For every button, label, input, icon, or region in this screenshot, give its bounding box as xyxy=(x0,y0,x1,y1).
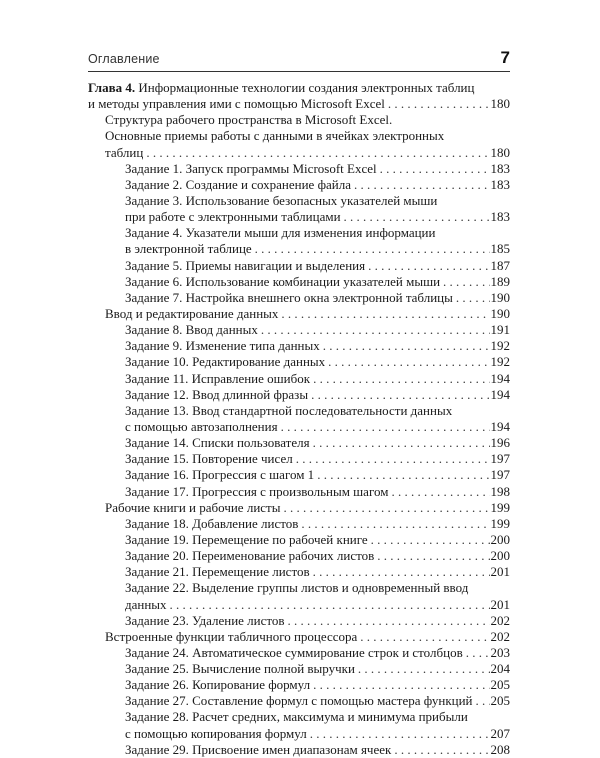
toc-entry-text xyxy=(125,613,285,629)
toc-page-number: 196 xyxy=(490,435,510,451)
toc-entry-text xyxy=(125,451,293,467)
toc-entry-text xyxy=(105,629,357,645)
toc-entry-text xyxy=(125,661,355,677)
toc-entry xyxy=(88,161,510,177)
toc-entry-title: Задание 3. Использование безопасных указателей мыши xyxy=(125,192,438,208)
toc-entry xyxy=(88,354,510,370)
toc-entry-title: при работе с электронными таблицами xyxy=(125,209,341,225)
dot-leader xyxy=(310,726,490,742)
toc-entry-text xyxy=(105,500,280,516)
toc-entry-text xyxy=(125,258,365,274)
toc-entry-title: Задание 9. Изменение типа данных xyxy=(125,338,320,354)
toc-entry xyxy=(88,435,510,451)
toc-page-number: 208 xyxy=(490,741,510,757)
toc-entry-title: Основные приемы работы с данными в ячейках электронных xyxy=(105,128,445,144)
toc-entry-text xyxy=(88,96,385,112)
toc-entry xyxy=(88,709,510,725)
toc-page-number: 192 xyxy=(490,354,510,370)
chapter-label: Глава 4. xyxy=(88,80,136,95)
header-rule xyxy=(88,71,510,72)
toc-page-number: 200 xyxy=(490,548,510,564)
toc-entry-title: Задание 2. Создание и сохранение файла xyxy=(125,176,351,192)
toc-page-number: 191 xyxy=(490,322,510,338)
toc-entry xyxy=(88,322,510,338)
dot-leader xyxy=(358,661,490,677)
toc-entry-text xyxy=(125,548,374,564)
toc-entry-text xyxy=(125,709,468,724)
toc-entry-title: Задание 28. Расчет средних, максимума и минимума прибыли xyxy=(125,709,468,725)
toc-entry-title: Встроенные функции табличного процессора xyxy=(105,628,358,644)
toc-page-number: 194 xyxy=(490,386,510,402)
toc-entry-title: Задание 12. Ввод длинной фразы xyxy=(125,386,309,402)
toc-page-number: 185 xyxy=(490,241,510,257)
toc-entry-title: Задание 15. Повторение чисел xyxy=(125,451,293,467)
toc-entry-text xyxy=(125,532,368,548)
toc-entry-title: Задание 6. Использование комбинации указателей мыши xyxy=(125,273,441,289)
dot-leader xyxy=(360,629,489,645)
toc-entry-title: Задание 21. Перемещение листов xyxy=(125,564,310,580)
dot-leader xyxy=(311,387,489,403)
toc-entry xyxy=(88,564,510,580)
dot-leader xyxy=(281,419,490,435)
toc-page-number: 183 xyxy=(490,176,510,192)
toc-page-number: 203 xyxy=(490,644,510,660)
toc-entry xyxy=(88,500,510,516)
toc-entry xyxy=(88,419,510,435)
toc-entry xyxy=(88,451,510,467)
toc-page-number: 189 xyxy=(490,273,510,289)
toc-entry xyxy=(88,193,510,209)
toc-entry xyxy=(88,225,510,241)
toc-entry-text xyxy=(125,645,463,661)
toc-page-number: 198 xyxy=(490,483,510,499)
dot-leader xyxy=(313,564,490,580)
page-number: 7 xyxy=(500,48,510,67)
toc-entry-text xyxy=(88,80,474,95)
toc-entry xyxy=(88,387,510,403)
toc-entry-title: Задание 7. Настройка внешнего окна электронной таблицы xyxy=(125,289,453,305)
toc-entry-text xyxy=(125,677,310,693)
toc-entry-title: Задание 20. Переименование рабочих листов xyxy=(125,548,375,564)
toc-entry xyxy=(88,371,510,387)
toc-page-number: 197 xyxy=(490,451,510,467)
toc-entry-text xyxy=(125,274,440,290)
toc-page-number: 187 xyxy=(490,257,510,273)
toc-entry-title: Структура рабочего пространства в Microsoft Excel. xyxy=(105,112,393,128)
dot-leader xyxy=(283,500,489,516)
toc-entry-title: Информационные технологии создания электронных таблиц xyxy=(138,80,475,95)
toc-entry-title: с помощью копирования формул xyxy=(125,725,307,741)
toc-entry-title: Задание 26. Копирование формул xyxy=(125,677,311,693)
toc-entry-text xyxy=(125,516,298,532)
toc-entry-text xyxy=(105,112,392,127)
dot-leader xyxy=(380,161,490,177)
toc-entry xyxy=(88,338,510,354)
dot-leader xyxy=(313,677,489,693)
toc-entry-title: Задание 11. Исправление ошибок xyxy=(125,370,311,386)
running-header xyxy=(88,50,510,74)
toc-entry-title: Задание 8. Ввод данных xyxy=(125,322,258,338)
toc-entry-text xyxy=(125,209,341,225)
toc-entry xyxy=(88,145,510,161)
header-title: Оглавление xyxy=(88,52,160,66)
toc-entry-title: Задание 19. Перемещение по рабочей книге xyxy=(125,531,368,547)
toc-entry xyxy=(88,548,510,564)
toc-entry xyxy=(88,274,510,290)
dot-leader xyxy=(261,322,490,338)
dot-leader xyxy=(281,306,489,322)
toc-entry xyxy=(88,516,510,532)
toc-entry xyxy=(88,209,510,225)
toc-entry-text xyxy=(125,387,308,403)
toc-entry-title: Задание 5. Приемы навигации и выделения xyxy=(125,257,366,273)
toc-page-number: 183 xyxy=(490,209,510,225)
dot-leader xyxy=(323,338,490,354)
toc-entry-text xyxy=(125,419,278,435)
toc-entry-title: Задание 16. Прогрессия с шагом 1 xyxy=(125,467,315,483)
toc-entry xyxy=(88,645,510,661)
toc-entry-text xyxy=(125,693,473,709)
toc-entry-text xyxy=(125,354,325,370)
toc-entry-title: Задание 17. Прогрессия с произвольным шагом xyxy=(125,483,389,499)
toc-entry xyxy=(88,484,510,500)
toc-entry-text xyxy=(125,726,307,742)
toc-entry xyxy=(88,128,510,144)
toc-entry-title: и методы управления ими с помощью Microsoft Excel xyxy=(88,96,385,112)
toc-entry-text xyxy=(125,403,452,418)
toc-page-number: 205 xyxy=(490,693,510,709)
toc-page-number: 199 xyxy=(490,499,510,515)
toc-page-number: 200 xyxy=(490,531,510,547)
dot-leader xyxy=(146,145,489,161)
dot-leader xyxy=(301,516,489,532)
toc-entry-title: Задание 25. Вычисление полной выручки xyxy=(125,661,355,677)
toc-page-number: 205 xyxy=(490,677,510,693)
toc-entry-text xyxy=(125,580,468,595)
toc-entry xyxy=(88,112,510,128)
dot-leader xyxy=(476,693,490,709)
toc-entry xyxy=(88,258,510,274)
toc-entry-text xyxy=(125,338,320,354)
dot-leader xyxy=(296,451,490,467)
dot-leader xyxy=(313,435,490,451)
toc-entry-text xyxy=(125,467,314,483)
toc-entry-text xyxy=(125,371,310,387)
dot-leader xyxy=(368,258,489,274)
dot-leader xyxy=(354,177,490,193)
toc-entry-text xyxy=(125,597,167,613)
toc-entry xyxy=(88,677,510,693)
toc-entry xyxy=(88,80,510,96)
toc-page-number: 207 xyxy=(490,725,510,741)
toc-page-number: 183 xyxy=(490,160,510,176)
toc-entry-title: Задание 22. Выделение группы листов и одновременный ввод xyxy=(125,580,469,596)
table-of-contents xyxy=(88,80,510,758)
toc-entry xyxy=(88,96,510,112)
toc-page-number: 201 xyxy=(490,564,510,580)
dot-leader xyxy=(255,241,490,257)
toc-page-number: 197 xyxy=(490,467,510,483)
toc-entry-text xyxy=(125,177,351,193)
dot-leader xyxy=(344,209,490,225)
toc-entry-title: Задание 29. Присвоение имен диапазонам ячеек xyxy=(125,741,392,757)
toc-page-number: 180 xyxy=(490,144,510,160)
toc-entry-title: таблиц xyxy=(105,144,144,160)
toc-entry xyxy=(88,629,510,645)
dot-leader xyxy=(328,354,489,370)
toc-entry-text xyxy=(125,241,252,257)
toc-page-number: 190 xyxy=(490,289,510,305)
toc-entry-title: Рабочие книги и рабочие листы xyxy=(105,499,281,515)
toc-page-number: 192 xyxy=(490,338,510,354)
toc-entry-title: Задание 4. Указатели мыши для изменения информации xyxy=(125,225,436,241)
dot-leader xyxy=(377,548,489,564)
toc-entry-text xyxy=(125,193,437,208)
toc-entry-text xyxy=(125,564,310,580)
toc-entry-title: Задание 27. Составление формул с помощью мастера функций xyxy=(125,693,473,709)
dot-leader xyxy=(388,96,490,112)
toc-entry-title: данных xyxy=(125,596,167,612)
toc-entry-title: Задание 23. Удаление листов xyxy=(125,612,285,628)
toc-page-number: 194 xyxy=(490,370,510,386)
toc-entry-text xyxy=(105,306,278,322)
toc-entry xyxy=(88,403,510,419)
toc-entry-text xyxy=(105,128,444,143)
toc-entry xyxy=(88,177,510,193)
dot-leader xyxy=(371,532,490,548)
toc-entry xyxy=(88,693,510,709)
toc-page-number: 201 xyxy=(490,596,510,612)
toc-entry-text xyxy=(125,161,377,177)
toc-entry xyxy=(88,597,510,613)
toc-page-number: 190 xyxy=(490,305,510,321)
toc-entry-title: с помощью автозаполнения xyxy=(125,418,278,434)
toc-entry-text xyxy=(125,435,310,451)
toc-entry xyxy=(88,467,510,483)
toc-entry-text xyxy=(125,225,435,240)
dot-leader xyxy=(456,290,490,306)
toc-entry-title: Задание 10. Редактирование данных xyxy=(125,354,326,370)
toc-entry-title: в электронной таблице xyxy=(125,241,252,257)
toc-entry xyxy=(88,532,510,548)
toc-entry xyxy=(88,290,510,306)
toc-page-number: 202 xyxy=(490,612,510,628)
dot-leader xyxy=(466,645,490,661)
toc-entry xyxy=(88,580,510,596)
dot-leader xyxy=(317,467,489,483)
toc-entry-text xyxy=(125,322,258,338)
dot-leader xyxy=(313,371,489,387)
toc-entry xyxy=(88,241,510,257)
toc-entry-title: Задание 18. Добавление листов xyxy=(125,515,299,531)
toc-entry xyxy=(88,661,510,677)
toc-entry-title: Задание 24. Автоматическое суммирование строк и столбцов xyxy=(125,644,463,660)
toc-entry-text xyxy=(125,290,453,306)
dot-leader xyxy=(288,613,490,629)
toc-page-number: 202 xyxy=(490,628,510,644)
toc-entry-title: Ввод и редактирование данных xyxy=(105,305,279,321)
toc-page-number: 194 xyxy=(490,418,510,434)
toc-entry-title: Задание 13. Ввод стандартной последовательности данных xyxy=(125,402,453,418)
toc-entry-text xyxy=(125,484,388,500)
toc-entry xyxy=(88,306,510,322)
toc-page-number: 180 xyxy=(490,96,510,112)
toc-page-number: 204 xyxy=(490,661,510,677)
toc-entry-text xyxy=(105,145,143,161)
dot-leader xyxy=(443,274,489,290)
toc-entry xyxy=(88,726,510,742)
toc-entry-title: Задание 14. Списки пользователя xyxy=(125,435,310,451)
toc-page-number: 199 xyxy=(490,515,510,531)
toc-entry-title: Задание 1. Запуск программы Microsoft Excel xyxy=(125,160,377,176)
toc-entry xyxy=(88,613,510,629)
dot-leader xyxy=(391,484,489,500)
dot-leader xyxy=(170,597,490,613)
